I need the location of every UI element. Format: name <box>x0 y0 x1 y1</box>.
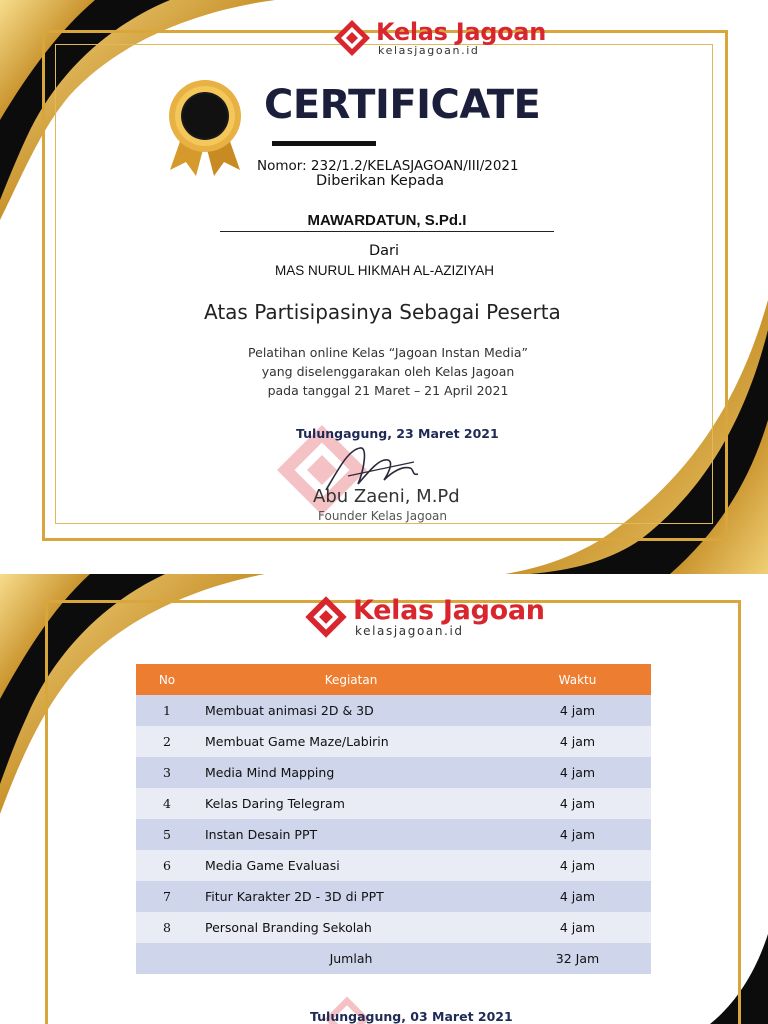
table-row <box>136 881 651 912</box>
table-header-row <box>136 664 651 695</box>
logo-brand: Kelas Jagoan <box>376 18 546 46</box>
row-no: 7 <box>136 881 198 912</box>
participation-statement: Atas Partisipasinya Sebagai Peserta <box>204 300 561 324</box>
certificate-number: Nomor: 232/1.2/KELASJAGOAN/III/2021 <box>257 158 519 174</box>
total-value: 32 Jam <box>504 943 651 974</box>
description-line: pada tanggal 21 Maret – 21 April 2021 <box>267 383 509 398</box>
total-label: Jumlah <box>198 943 504 974</box>
training-description <box>200 343 576 400</box>
row-activity: Fitur Karakter 2D - 3D di PPT <box>198 881 504 912</box>
row-activity: Kelas Daring Telegram <box>198 788 504 819</box>
header-time: Waktu <box>504 664 651 695</box>
row-no: 1 <box>136 695 198 726</box>
row-no: 5 <box>136 819 198 850</box>
table-row <box>136 819 651 850</box>
schedule-table <box>136 664 651 974</box>
signer-role: Founder Kelas Jagoan <box>318 509 447 523</box>
row-time: 4 jam <box>504 695 651 726</box>
signing-place-date: Tulungagung, 03 Maret 2021 <box>310 1009 513 1024</box>
recipient-name: MAWARDATUN, S.Pd.I <box>307 212 467 229</box>
schedule-page <box>0 574 768 1024</box>
description-line: yang diselenggarakan oleh Kelas Jagoan <box>261 364 515 379</box>
certificate-title: CERTIFICATE <box>264 82 541 128</box>
row-activity: Media Game Evaluasi <box>198 850 504 881</box>
table-row <box>136 788 651 819</box>
row-time: 4 jam <box>504 788 651 819</box>
table-row <box>136 726 651 757</box>
logo-mark-icon <box>303 594 349 640</box>
table-row <box>136 850 651 881</box>
row-time: 4 jam <box>504 850 651 881</box>
row-activity: Instan Desain PPT <box>198 819 504 850</box>
logo-site: kelasjagoan.id <box>355 624 464 638</box>
signer-name: Abu Zaeni, M.Pd <box>313 486 460 507</box>
row-time: 4 jam <box>504 912 651 943</box>
logo-brand: Kelas Jagoan <box>353 595 545 626</box>
header-no: No <box>136 664 198 695</box>
row-no: 3 <box>136 757 198 788</box>
table-total-row <box>136 943 651 974</box>
row-time: 4 jam <box>504 757 651 788</box>
brand-logo <box>332 18 546 58</box>
table-row <box>136 757 651 788</box>
logo-mark-icon <box>332 18 372 58</box>
row-time: 4 jam <box>504 726 651 757</box>
table-row <box>136 695 651 726</box>
logo-site: kelasjagoan.id <box>378 44 480 57</box>
signing-place-date: Tulungagung, 23 Maret 2021 <box>296 426 499 441</box>
brand-logo <box>303 594 545 640</box>
row-time: 4 jam <box>504 881 651 912</box>
row-time: 4 jam <box>504 819 651 850</box>
table-row <box>136 912 651 943</box>
row-no: 6 <box>136 850 198 881</box>
row-no: 8 <box>136 912 198 943</box>
row-activity: Media Mind Mapping <box>198 757 504 788</box>
description-line: Pelatihan online Kelas “Jagoan Instan Media” <box>248 345 528 360</box>
row-activity: Personal Branding Sekolah <box>198 912 504 943</box>
row-no: 2 <box>136 726 198 757</box>
row-activity: Membuat Game Maze/Labirin <box>198 726 504 757</box>
row-activity: Membuat animasi 2D & 3D <box>198 695 504 726</box>
medal-icon <box>162 78 248 176</box>
recipient-underline <box>220 231 554 232</box>
given-to-label: Diberikan Kepada <box>316 173 445 189</box>
header-activity: Kegiatan <box>198 664 504 695</box>
title-underline <box>272 141 376 146</box>
institution-name: MAS NURUL HIKMAH AL-AZIZIYAH <box>275 263 495 278</box>
row-no: 4 <box>136 788 198 819</box>
from-label: Dari <box>369 243 400 259</box>
